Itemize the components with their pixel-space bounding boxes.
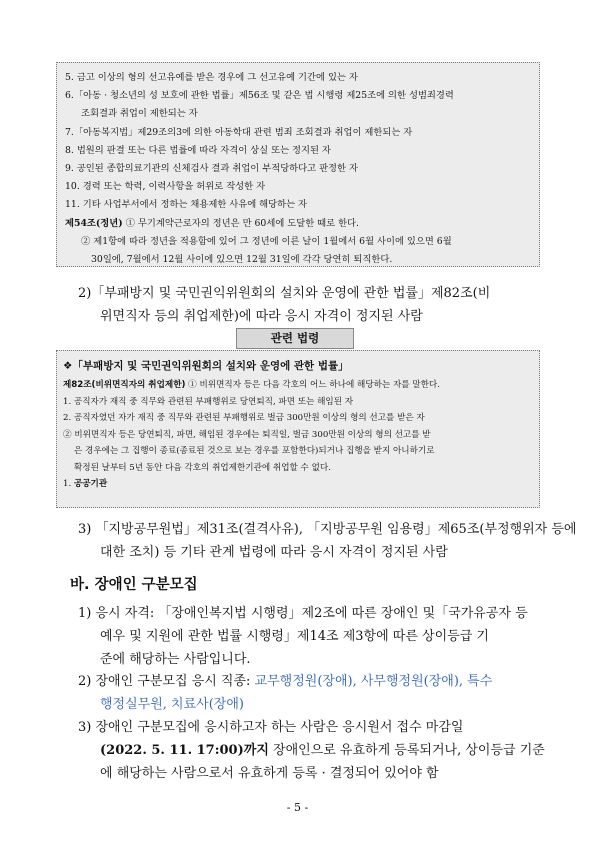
deadline-bold: (2022. 5. 11. 17:00)까지: [100, 743, 269, 758]
box-line: 10. 경력 또는 학력, 이력사항을 허위로 작성한 자: [65, 181, 266, 193]
box-line: 조회결과 취업이 제한되는 자: [81, 108, 198, 120]
law-heading: ❖「부패방지 및 국민권익위원회의 설치와 운영에 관한 법률」: [63, 360, 349, 372]
box-line: 2. 공직자였던 자가 재직 중 직무와 관련된 부패행위로 벌금 300만원 이상의 형의 선고를 받은 자: [63, 413, 425, 423]
box-last-line: [63, 476, 533, 493]
box-line: 은 경우에는 그 집행이 종료(종료된 것으로 보는 경우를 포함한다)되거나 집행을 받지 아니하기로: [74, 446, 435, 456]
subitem-line: 에 해당하는 사람으로서 유효하게 등록 · 결정되어 있어야 함: [100, 766, 439, 781]
article-54-text: ① 무기계약근로자의 정년은 만 60세에 도달한 때로 한다.: [122, 217, 359, 229]
article-54-paragraph-2-cont: 30일에, 7월에서 12월 사이에 있으면 12월 31일에 각각 당연히 퇴직한다.: [91, 254, 393, 266]
box-line: 확정된 날부터 5년 동안 다음 각호의 취업제한기관에 취업할 수 없다.: [74, 462, 331, 473]
item-3-line: 대한 조치) 등 기타 관계 법령에 따라 응시 자격이 정지된 사람: [100, 545, 448, 560]
article-82-text: ① 비위면직자 등은 다음 각호의 어느 하나에 해당하는 자를 말한다.: [185, 380, 440, 390]
box-line: 5. 금고 이상의 형의 선고유예를 받은 경우에 그 선고유예 기간에 있는 자: [65, 72, 358, 83]
article-82: [63, 377, 533, 394]
subitem-line: 3) 장애인 구분모집에 응시하고자 하는 사람은 응시원서 접수 마감일: [78, 720, 464, 735]
job-types-blue: 교무행정원(장애), 사무행정원(장애), 특수: [254, 674, 493, 689]
subitem-line: 준에 해당하는 사람입니다.: [100, 652, 251, 667]
item-3: [78, 518, 577, 564]
item-2: [78, 282, 548, 328]
last-line-prefix: 1.: [63, 479, 74, 489]
box-line: 1. 공직자가 재직 중 직무와 관련된 부패행위로 당연퇴직, 파면 또는 해임된 자: [63, 396, 354, 407]
job-types-blue-cont: 행정실무원, 치료사(장애): [100, 697, 244, 712]
page-number: - 5 -: [286, 801, 309, 814]
item-3-line: 3) 「지방공무원법」제31조(결격사유), 「지방공무원 임용령」제65조(부정행위자 등에: [78, 522, 577, 537]
article-excerpt-box: [56, 62, 540, 267]
box-line: ② 비위면직자 등은 당연퇴직, 파면, 해임된 경우에는 퇴직일, 벌금 300만원 이상의 형의 선고를 받: [63, 429, 431, 440]
box-line: 7.「아동복지법」제29조의3에 의한 아동학대 관련 범죄 조회결과 취업이 제한되는 자: [65, 126, 413, 138]
public-institution-label: 공공기관: [73, 479, 108, 489]
article-82-title: 제82조(비위면직자의 취업제한): [63, 380, 186, 390]
subitem-2: [78, 670, 548, 716]
subitem-3-rest: 장애인으로 유효하게 등록되거나, 상이등급 기준: [268, 743, 545, 758]
subitem-line: [78, 739, 548, 762]
box-line: 8. 법원의 판결 또는 다른 법률에 따라 자격이 상실 또는 정지된 자: [65, 144, 331, 156]
subitem-line: 1) 응시 자격: 「장애인복지법 시행령」제2조에 따른 장애인 및「국가유공자 등: [78, 606, 528, 621]
article-54-title: 제54조(정년): [65, 217, 123, 229]
article-54-paragraph-2: ② 제1항에 따라 정년을 적용함에 있어 그 정년에 이른 날이 1월에서 6월 사이에 있으면 6월: [81, 235, 452, 247]
subitem-1: [78, 602, 548, 671]
related-laws-label: 관련 법령: [236, 328, 354, 349]
article-54: [65, 215, 531, 233]
item-2-line: 위면직자 등의 취업제한)에 따라 응시 자격이 정지된 사람: [100, 309, 423, 324]
box-line: 6.「아동 · 청소년의 성 보호에 관한 법률」제56조 및 같은 법 시행령 제25조에 의한 성범죄경력: [65, 90, 454, 102]
subitem-line: 예우 및 지원에 관한 법률 시행령」제14조 제3항에 따른 상이등급 기: [100, 629, 489, 644]
box-line: 9. 공인된 종합의료기관의 신체검사 결과 취업이 부적당하다고 판정한 자: [65, 163, 358, 175]
item-2-line: 2)「부패방지 및 국민권익위원회의 설치와 운영에 관한 법률」제82조(비: [78, 286, 491, 301]
subitem-line: [78, 670, 548, 693]
related-laws-box: [56, 350, 540, 508]
box-line: 11. 기타 사업부서에서 정하는 채용제한 사유에 해당하는 자: [65, 199, 308, 211]
subitem-3: [78, 716, 548, 785]
section-title: 바. 장애인 구분모집: [70, 577, 198, 593]
subitem-2-prefix: 2) 장애인 구분모집 응시 직종:: [78, 674, 255, 689]
